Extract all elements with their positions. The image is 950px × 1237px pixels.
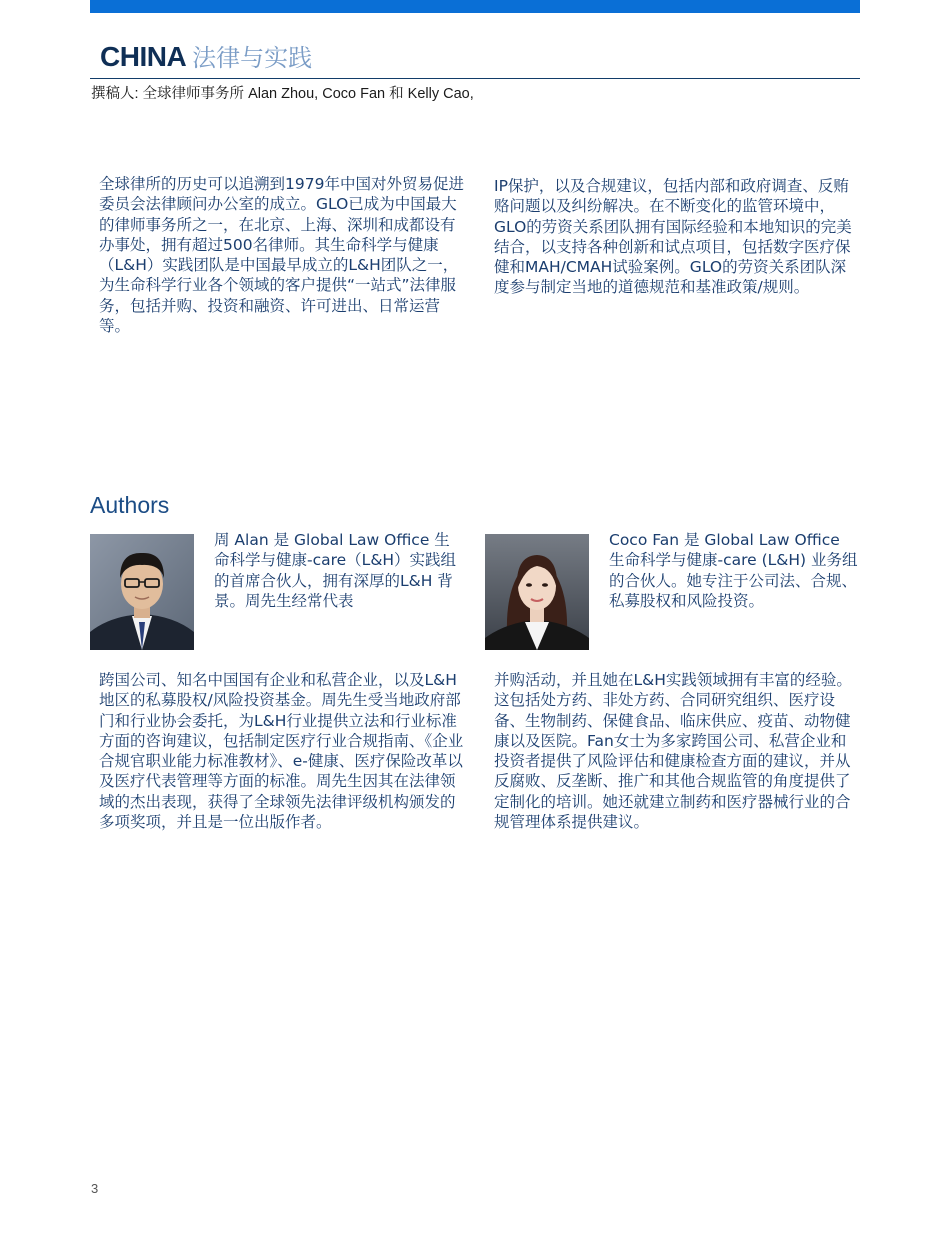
authors-heading: Authors xyxy=(90,492,170,518)
alan-bio-bottom: 跨国公司、知名中国国有企业和私营企业，以及L&H地区的私募股权/风险投资基金。周先生受当地政府部门和行业协会委托，为L&H行业提供立法和行业标准方面的咨询建议，包括制定医疗行业合规指南、《企业合规官职业能力标准教材》、e-健康、医疗保险改革以及医疗代表管理等方面的标准。周先生因其在法律领域的杰出表现，获得了全球领先法律评级机构颁发的多项奖项，并且是一位出版作者。 xyxy=(99,671,464,832)
portrait-man-icon xyxy=(90,534,194,650)
byline: 撰稿人: 全球律师事务所 Alan Zhou, Coco Fan 和 Kelly Cao, xyxy=(91,86,474,102)
top-accent-bar xyxy=(90,0,860,13)
intro-paragraph-left: 全球律所的历史可以追溯到1979年中国对外贸易促进委员会法律顾问办公室的成立。GLO已成为中国最大的律师事务所之一，在北京、上海、深圳和成都设有办事处，拥有超过500名律师。其生命科学与健康（L&H）实践团队是中国最早成立的L&H团队之一，为生命科学行业各个领域的客户提供“一站式”法律服务，包括并购、投资和融资、许可进出、日常运营等。 xyxy=(99,175,464,336)
intro-paragraph-right: IP保护，以及合规建议，包括内部和政府调查、反贿赂问题以及纠纷解决。在不断变化的监管环境中，GLO的劳资关系团队拥有国际经验和本地知识的完美结合，以支持各种创新和试点项目，包括数字医疗保健和MAH/CMAH试验案例。GLO的劳资关系团队深度参与制定当地的道德规范和基准政策/规则。 xyxy=(494,177,852,297)
brand-title: CHINA xyxy=(100,41,187,72)
coco-bio-bottom: 并购活动，并且她在L&H实践领域拥有丰富的经验。这包括处方药、非处方药、合同研究组织、医疗设备、生物制药、保健食品、临床供应、疫苗、动物健康以及医院。Fan女士为多家跨国公司、私营企业和投资者提供了风险评估和健康检查方面的建议，并从反腐败、反垄断、推广和其他合规监管的角度提供了定制化的培训。她还就建立制药和医疗器械行业的合规管理体系提供建议。 xyxy=(494,671,852,832)
header-divider xyxy=(90,78,860,79)
coco-bio-top: Coco Fan 是 Global Law Office 生命科学与健康-care (L&H) 业务组的合伙人。她专注于公司法、合规、私募股权和风险投资。 xyxy=(609,531,858,610)
alan-zhou-photo xyxy=(90,534,194,650)
alan-bio-top: 周 Alan 是 Global Law Office 生命科学与健康-care（L&H）实践组的首席合伙人，拥有深厚的L&H 背景。周先生经常代表 xyxy=(214,531,457,610)
header-subtitle: 法律与实践 xyxy=(192,44,313,72)
page-header xyxy=(100,38,860,76)
page-number: 3 xyxy=(91,1181,99,1196)
coco-fan-photo xyxy=(485,534,589,650)
portrait-woman-icon xyxy=(485,534,589,650)
